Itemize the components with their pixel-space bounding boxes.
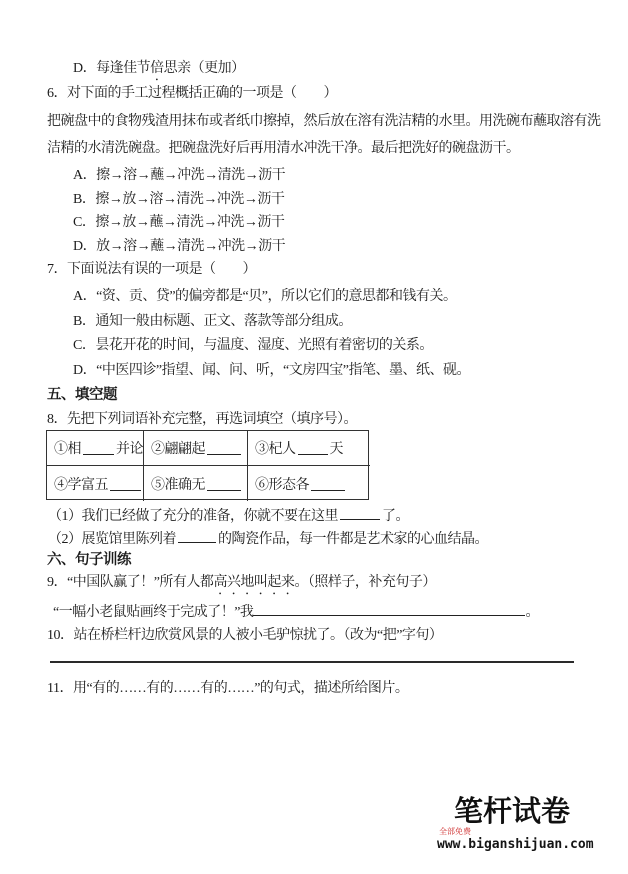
table-cell-3 [248, 431, 370, 466]
fill-2-answer-blank [178, 529, 216, 543]
cell-3-answer-blank [298, 441, 328, 455]
q9-answer-blank [253, 602, 525, 616]
fill-1-text: （1）我们已经做了充分的准备，你就不要在这里 [48, 509, 338, 524]
question-6-option-a: A．擦→溶→蘸→冲洗→清洗→沥干 [73, 168, 286, 183]
cell-5-text: ⑤准确无 [151, 477, 205, 493]
question-7-option-b: B．通知一般由标题、正文、落款等部分组成。 [73, 314, 352, 329]
question-6-option-d: D．放→溶→蘸→清洗→冲洗→沥干 [73, 239, 286, 254]
biganshijuan-watermark [437, 796, 597, 860]
section-6-heading: 六、句子训练 [47, 552, 131, 568]
question-7-option-a: A．“资、贡、贷”的偏旁都是“贝”，所以它们的意思都和钱有关。 [73, 289, 457, 304]
watermark-tagline: 全部免费 [439, 827, 471, 836]
question-9-answer-line [53, 602, 539, 622]
cell-6-answer-blank [311, 477, 345, 491]
watermark-brand-text: 笔杆试卷 [454, 794, 571, 828]
cell-2-text: ②翩翩起 [151, 442, 205, 457]
cell-1-text: ①相 [54, 442, 81, 457]
cell-6-text: ⑥形态各 [255, 477, 309, 493]
q9-emphasized-phrase: 高兴地叫起来 [213, 575, 295, 590]
q5-option-d-post: 思亲（更加） [163, 61, 245, 76]
question-6-option-c: C．擦→放→蘸→清洗→冲洗→沥干 [73, 215, 285, 230]
fill-1-answer-blank [340, 506, 380, 520]
cell-4-answer-blank [110, 477, 141, 491]
question-6-passage-line2: 洁精的水清洗碗盘。把碗盘洗好后再用清水冲洗干净。最后把洗好的碗盘沥干。 [47, 141, 520, 156]
question-11-title: 11．用“有的……有的……有的……”的句式，描述所给图片。 [47, 681, 409, 696]
cell-4-text: ④学富五 [54, 477, 108, 493]
fill-2-tail: 的陶瓷作品，每一件都是艺术家的心血结晶。 [218, 532, 488, 547]
q9-pre: 9．“中国队赢了！”所有人都 [47, 575, 214, 590]
question-10-title: 10．站在桥栏杆边欣赏风景的人被小毛驴惊扰了。（改为“把”字句） [47, 628, 443, 643]
table-cell-1 [47, 431, 144, 466]
question-6-title: 6．对下面的手工过程概括正确的一项是（ ） [47, 86, 337, 101]
question-8-title: 8．先把下列词语补充完整，再选词填空（填序号）。 [47, 412, 357, 427]
q5-option-d-pre: D．每逢佳节 [73, 61, 151, 76]
q5-option-d [73, 60, 245, 84]
cell-3-text: ③杞人 [255, 442, 296, 457]
question-8-fill-2 [48, 529, 488, 549]
cell-3-tail: 天 [329, 442, 343, 457]
question-9-title [47, 574, 436, 598]
fill-2-text: （2）展览馆里陈列着 [48, 532, 176, 547]
cell-5-answer-blank [207, 477, 241, 491]
table-cell-5 [144, 466, 248, 501]
question-8-fill-1 [48, 506, 409, 526]
cell-1-tail: 并论 [116, 442, 143, 457]
cell-1-answer-blank [83, 441, 114, 455]
table-cell-4 [47, 466, 144, 501]
question-7-title: 7．下面说法有误的一项是（ ） [47, 262, 256, 277]
question-7-option-d: D．“中医四诊”指望、闻、问、听，“文房四宝”指笔、墨、纸、砚。 [73, 363, 470, 378]
section-5-heading: 五、填空题 [47, 387, 117, 403]
question-7-option-c: C．昙花开花的时间，与温度、湿度、光照有着密切的关系。 [73, 338, 433, 353]
fill-1-tail: 了。 [382, 509, 409, 524]
question-10-answer-line [50, 661, 574, 663]
q9-post: 。（照样子，补充句子） [294, 575, 436, 590]
watermark-url: www.biganshijuan.com [437, 837, 594, 852]
table-cell-2 [144, 431, 248, 466]
q5-option-d-emphasized-char: 倍 [150, 61, 164, 76]
question-6-passage-line1: 把碗盘中的食物残渣用抹布或者纸巾擦掉，然后放在溶有洗洁精的水里。用洗碗布蘸取溶有洗 [47, 114, 601, 129]
cell-2-answer-blank [207, 441, 241, 455]
word-completion-table [46, 430, 369, 500]
q9-period: 。 [525, 605, 539, 620]
table-cell-6 [248, 466, 370, 501]
q9-sentence: “一幅小老鼠贴画终于完成了！”我 [53, 605, 254, 620]
question-6-option-b: B．擦→放→溶→清洗→冲洗→沥干 [73, 192, 285, 207]
